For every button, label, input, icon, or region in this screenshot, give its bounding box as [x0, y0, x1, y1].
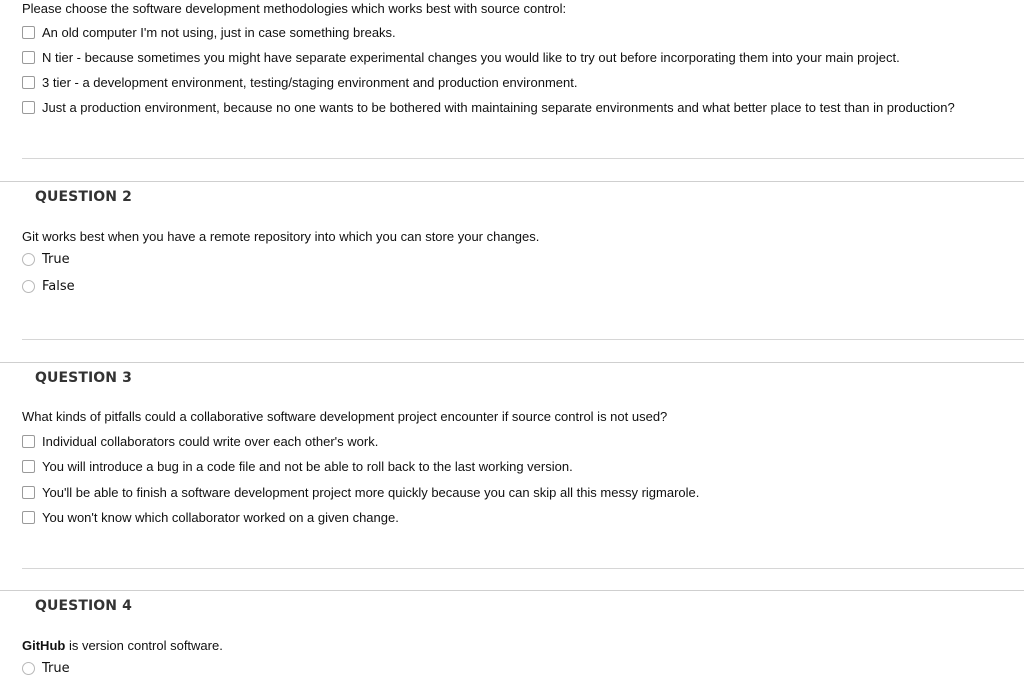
q1-option-2[interactable]: [22, 48, 900, 66]
radio-icon[interactable]: [22, 280, 35, 293]
q1-option-1[interactable]: [22, 23, 396, 41]
checkbox-icon[interactable]: [22, 511, 35, 524]
question-separator: [0, 181, 1024, 182]
q1-option-3-label: 3 tier - a development environment, testing/staging environment and production environment.: [42, 74, 578, 90]
q1-option-3[interactable]: [22, 73, 577, 91]
checkbox-icon[interactable]: [22, 101, 35, 114]
q1-prompt: Please choose the software development methodologies which works best with source control:: [22, 1, 567, 16]
checkbox-icon[interactable]: [22, 435, 35, 448]
checkbox-icon[interactable]: [22, 51, 35, 64]
q2-heading: QUESTION 2: [35, 189, 132, 205]
q1-option-4[interactable]: [22, 98, 955, 116]
q2-option-false[interactable]: [22, 277, 75, 295]
q3-heading: QUESTION 3: [35, 370, 132, 386]
q2-option-true-label: True: [42, 251, 70, 267]
q1-option-1-label: An old computer I'm not using, just in case something breaks.: [42, 24, 396, 40]
radio-icon[interactable]: [22, 253, 35, 266]
q3-option-1[interactable]: [22, 432, 378, 450]
q2-prompt: Git works best when you have a remote repository into which you can store your changes.: [22, 229, 540, 244]
q4-heading: QUESTION 4: [35, 598, 132, 614]
q2-option-false-label: False: [42, 278, 75, 294]
q4-option-true-label: True: [42, 660, 70, 676]
radio-icon[interactable]: [22, 662, 35, 675]
checkbox-icon[interactable]: [22, 76, 35, 89]
q3-option-2[interactable]: [22, 457, 573, 475]
q1-option-4-label: Just a production environment, because no one wants to be bothered with maintaining separate environments and what better place to test than in production?: [42, 99, 955, 115]
q2-option-true[interactable]: [22, 250, 70, 268]
checkbox-icon[interactable]: [22, 26, 35, 39]
divider: [22, 158, 1024, 159]
q4-prompt: [22, 638, 223, 654]
q3-option-2-label: You will introduce a bug in a code file and not be able to roll back to the last working version.: [42, 458, 573, 474]
q3-option-3-label: You'll be able to finish a software development project more quickly because you can skip all this messy rigmarole.: [42, 484, 700, 500]
q3-option-4[interactable]: [22, 508, 399, 526]
checkbox-icon[interactable]: [22, 486, 35, 499]
q3-option-3[interactable]: [22, 483, 699, 501]
checkbox-icon[interactable]: [22, 460, 35, 473]
q1-option-2-label: N tier - because sometimes you might have separate experimental changes you would like to try out before incorporating them into your main project.: [42, 49, 900, 65]
q4-prompt-bold: GitHub: [22, 638, 66, 653]
q3-option-4-label: You won't know which collaborator worked on a given change.: [42, 509, 399, 525]
question-separator: [0, 362, 1024, 363]
q3-prompt: What kinds of pitfalls could a collaborative software development project encounter if source control is not used?: [22, 409, 668, 424]
divider: [22, 339, 1024, 340]
question-separator: [0, 590, 1024, 591]
q4-option-true[interactable]: [22, 659, 70, 677]
divider: [22, 568, 1024, 569]
q3-option-1-label: Individual collaborators could write over each other's work.: [42, 433, 379, 449]
q4-prompt-rest: is version control software.: [65, 638, 223, 653]
